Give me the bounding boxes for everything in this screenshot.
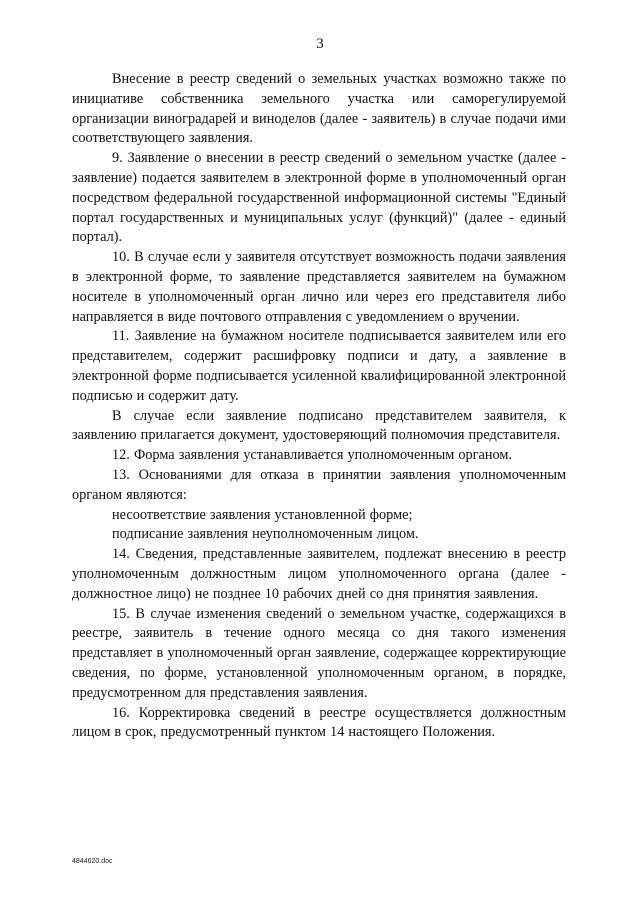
paragraph-13-item-1: несоответствие заявления установленной форме; xyxy=(112,506,413,523)
page-number: 3 xyxy=(316,36,324,52)
paragraph-13: 13. Основаниями для отказа в принятии заявления уполномоченным органом являются: xyxy=(72,466,566,503)
paragraph-11: 11. Заявление на бумажном носителе подписывается заявителем или его представителем, содержит расшифровку подписи и дату, а заявление в электронной форме подписывается усиленной квалифицированной электронной подписью и содержит дату. xyxy=(72,328,566,404)
paragraph-14: 14. Сведения, представленные заявителем, подлежат внесению в реестр уполномоченным должностным лицом уполномоченного органа (далее - должностное лицо) не позднее 10 рабочих дней со дня принятия заявления. xyxy=(72,546,566,602)
paragraph-intro: Внесение в реестр сведений о земельных участках возможно также по инициативе собственника земельного участка или саморегулируемой организации виноградарей и виноделов (далее - заявитель) в случае подачи ими соответствующего заявления. xyxy=(72,71,566,147)
paragraph-12: 12. Форма заявления устанавливается уполномоченным органом. xyxy=(112,447,512,464)
file-reference: 4844620.doc xyxy=(72,858,113,865)
paragraph-13-item-2: подписание заявления неуполномоченным лицом. xyxy=(112,526,419,543)
document-body xyxy=(72,70,566,743)
paragraph-11-representative: В случае если заявление подписано представителем заявителя, к заявлению прилагается документ, удостоверяющий полномочия представителя. xyxy=(72,407,566,444)
paragraph-16: 16. Корректировка сведений в реестре осуществляется должностным лицом в срок, предусмотренный пунктом 14 настоящего Положения. xyxy=(72,704,566,741)
paragraph-9: 9. Заявление о внесении в реестр сведений о земельном участке (далее - заявление) подается заявителем в электронной форме в уполномоченный орган посредством федеральной государственной информационной системы "Единый портал государственных и муниципальных услуг (функций)" (далее - единый портал). xyxy=(72,150,566,246)
paragraph-10: 10. В случае если у заявителя отсутствует возможность подачи заявления в электронной форме, то заявление представляется заявителем на бумажном носителе в уполномоченный орган лично или через его представителя либо направляется в виде почтового отправления с уведомлением о вручении. xyxy=(72,249,566,325)
paragraph-15: 15. В случае изменения сведений о земельном участке, содержащихся в реестре, заявитель в течение одного месяца со дня такого изменения представляет в уполномоченный орган заявление, содержащее корректирующие сведения, по форме, установленной уполномоченным органом, в порядке, предусмотренном для представления заявления. xyxy=(72,605,566,701)
